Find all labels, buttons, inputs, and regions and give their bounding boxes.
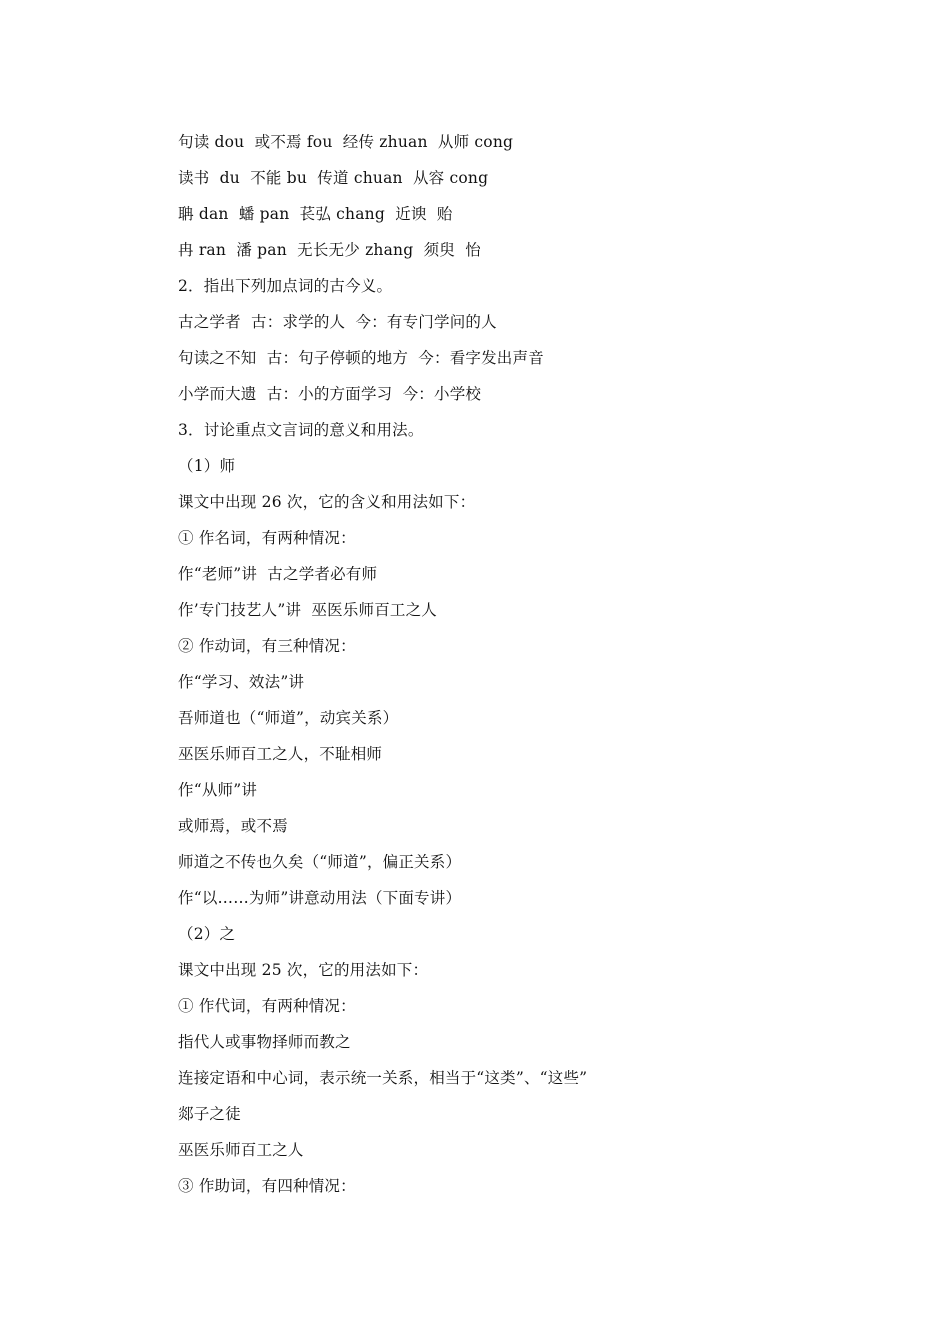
text-line: 巫医乐师百工之人，不耻相师 — [178, 745, 383, 763]
text-line: 郯子之徒 — [178, 1105, 241, 1123]
text-line: 吾师道也（“师道”，动宾关系） — [178, 709, 399, 727]
text-line: 句读之不知 古：句子停顿的地方 今：看字发出声音 — [178, 349, 544, 367]
subsection-heading: （2）之 — [178, 925, 236, 943]
text-line: 作“学习、效法”讲 — [178, 673, 305, 691]
text-line: 句读 dou 或不焉 fou 经传 zhuan 从师 cong — [178, 133, 514, 151]
text-line: ① 作名词，有两种情况： — [178, 529, 356, 547]
text-line: ② 作动词，有三种情况： — [178, 637, 356, 655]
text-line: 读书 du 不能 bu 传道 chuan 从容 cong — [178, 169, 489, 187]
section-heading: 2．指出下列加点词的古今义。 — [178, 277, 393, 295]
text-line: 课文中出现 25 次，它的用法如下： — [178, 961, 429, 979]
text-line: 师道之不传也久矣（“师道”，偏正关系） — [178, 853, 462, 871]
text-line: 作’专门技艺人”讲 巫医乐师百工之人 — [178, 601, 438, 619]
text-line: 课文中出现 26 次，它的含义和用法如下： — [178, 493, 476, 511]
text-line: 作“以……为师”讲意动用法（下面专讲） — [178, 889, 462, 907]
text-line: 冉 ran 潘 pan 无长无少 zhang 须臾 怡 — [178, 241, 481, 259]
document-body — [178, 124, 858, 1204]
text-line: 作“从师”讲 — [178, 781, 258, 799]
text-line: 小学而大遗 古：小的方面学习 今：小学校 — [178, 385, 482, 403]
text-line: ① 作代词，有两种情况： — [178, 997, 356, 1015]
text-line: 连接定语和中心词，表示统一关系，相当于“这类”、“这些” — [178, 1069, 588, 1087]
text-line: 作“老师”讲 古之学者必有师 — [178, 565, 378, 583]
section-heading: 3．讨论重点文言词的意义和用法。 — [178, 421, 424, 439]
text-line: 聃 dan 蟠 pan 苌弘 chang 近谀 贻 — [178, 205, 453, 223]
text-line: 古之学者 古：求学的人 今：有专门学问的人 — [178, 313, 497, 331]
text-line: 或师焉，或不焉 — [178, 817, 288, 835]
subsection-heading: （1）师 — [178, 457, 236, 475]
text-line: 巫医乐师百工之人 — [178, 1141, 304, 1159]
text-line: 指代人或事物择师而教之 — [178, 1033, 351, 1051]
text-line: ③ 作助词，有四种情况： — [178, 1177, 356, 1195]
